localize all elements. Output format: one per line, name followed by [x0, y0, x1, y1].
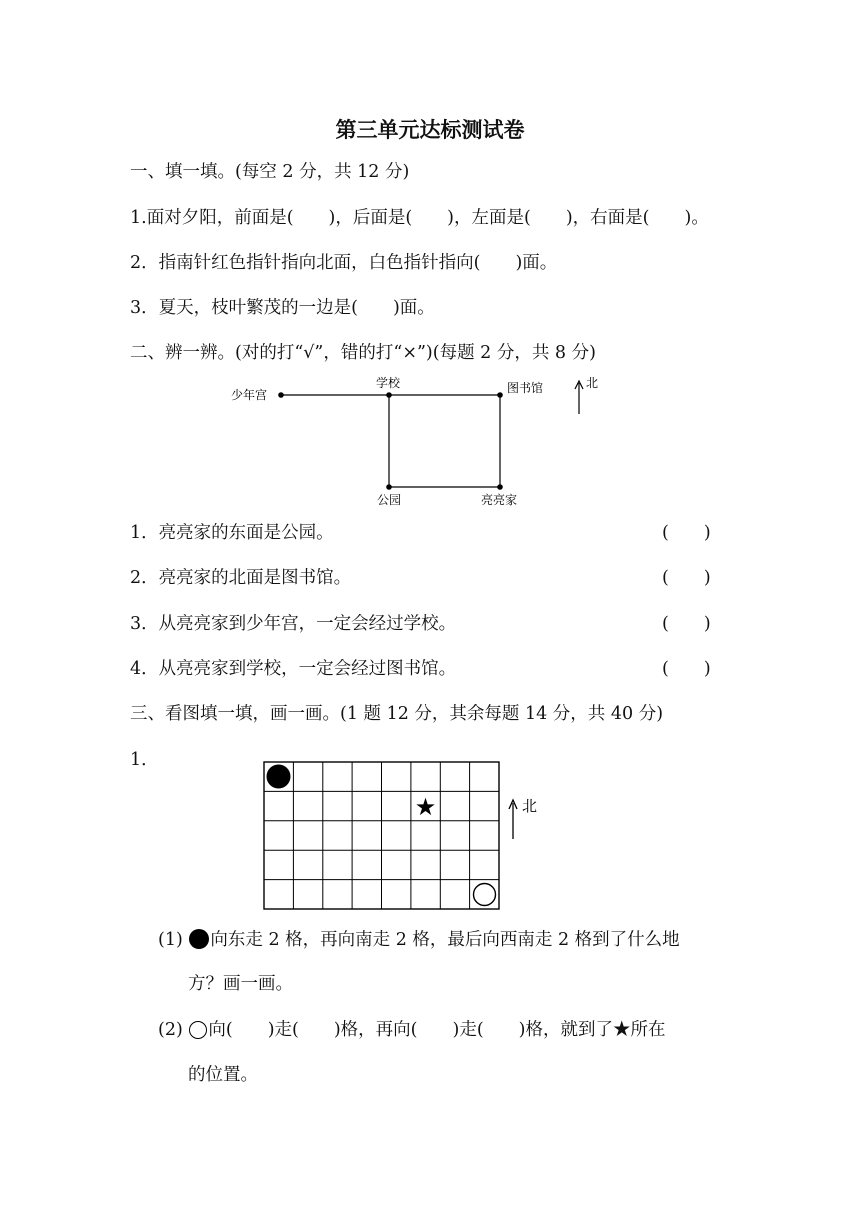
subquestion-1-prefix: (1) [158, 930, 183, 950]
subquestion-2-continued: 的位置。 [188, 1065, 258, 1085]
subquestion-1-text: 向东走 2 格，再向南走 2 格，最后向西南走 2 格到了什么地 [210, 930, 680, 950]
judge-blank-4[interactable]: ( ) [662, 659, 711, 679]
question-1-1: 1.面对夕阳，前面是( )，后面是( )，左面是( )，右面是( )。 [130, 208, 709, 228]
grid-north-label: 北 [522, 797, 538, 815]
section2-heading: 二、辨一辨。(对的打“√”，错的打“×”)(每题 2 分，共 8 分) [130, 343, 596, 363]
judge-item-1: 1．亮亮家的东面是公园。 [130, 523, 334, 543]
star-marker: ★ [414, 793, 437, 821]
subquestion-2-text: 向( )走( )格，再向( )走( )格，就到了 [208, 1020, 613, 1040]
label-library: 图书馆 [507, 381, 544, 395]
label-north-map: 北 [586, 376, 599, 390]
judge-item-3: 3．从亮亮家到少年宫，一定会经过学校。 [130, 614, 457, 634]
subquestion-1-continued: 方？画一画。 [188, 974, 293, 994]
question-1-3: 3．夏天，枝叶繁茂的一边是( )面。 [130, 298, 435, 318]
judge-blank-2[interactable]: ( ) [662, 568, 711, 588]
label-school: 学校 [376, 376, 401, 390]
section3-heading: 三、看图填一填，画一画。(1 题 12 分，其余每题 14 分，共 40 分) [130, 704, 664, 724]
black-dot-icon [189, 929, 209, 949]
judge-item-4: 4．从亮亮家到学校，一定会经过图书馆。 [130, 659, 457, 679]
judge-blank-3[interactable]: ( ) [662, 614, 711, 634]
star-icon: ★ [613, 1020, 631, 1040]
black-dot-start [267, 765, 291, 789]
page-title: 第三单元达标测试卷 [335, 118, 525, 142]
section1-heading: 一、填一填。(每空 2 分，共 12 分) [130, 162, 410, 182]
subquestion-2-tail: 所在 [630, 1020, 666, 1040]
judge-blank-1[interactable]: ( ) [662, 523, 711, 543]
question-3-1-number: 1． [130, 750, 159, 770]
judge-item-2: 2．亮亮家的北面是图书馆。 [130, 568, 352, 588]
subquestion-2-prefix: (2) [158, 1020, 183, 1040]
label-park: 公园 [377, 493, 402, 507]
subquestion-1 [158, 928, 680, 952]
question-1-2: 2．指南针红色指针指向北面，白色指针指向( )面。 [130, 253, 558, 273]
label-youth-palace: 少年宫 [231, 388, 268, 402]
label-home: 亮亮家 [481, 493, 518, 507]
white-circle-icon [189, 1021, 207, 1039]
white-circle-marker [474, 884, 496, 906]
subquestion-2 [158, 1018, 666, 1042]
